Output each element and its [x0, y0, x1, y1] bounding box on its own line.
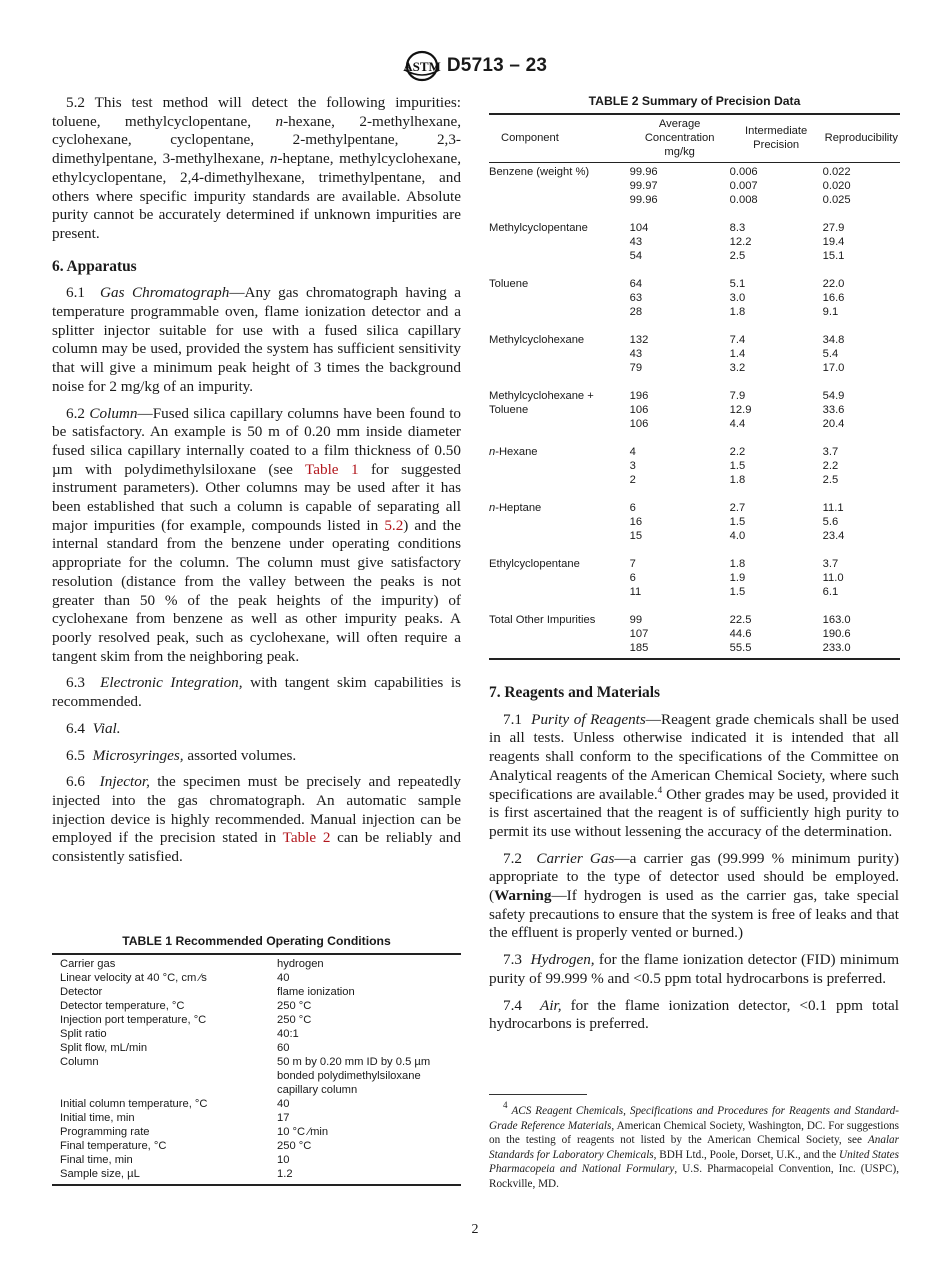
table-row: Final time, min 10	[60, 1154, 290, 1166]
reproducibility-cell: 5.4	[822, 348, 839, 360]
component-cell	[489, 417, 630, 431]
component-cell	[489, 305, 630, 319]
paragraph-7-1: 7.1 Purity of Reagents—Reagent grade chemicals shall be used in all tests. Unless otherwise indicated it is intended that all reagents shall conform to the specifications of the Committee on Analytical reagents of the American Chemical Society, where such specifications are available.$^4$ Other grades may be used, provided it is first ascertained that the reagent is of sufficiently high purity to permit its use without lessening the accuracy of the determination.	[489, 710, 899, 840]
component-cell	[489, 193, 630, 207]
reproducibility-cell: 17.0	[822, 362, 845, 374]
avg-concentration-cell: 99.96	[629, 194, 658, 206]
reproducibility-cell: 23.4	[822, 530, 845, 542]
intermediate-precision-cell: 1.5	[729, 586, 746, 598]
table-row: Final temperature, °C 250 °C	[60, 1140, 312, 1152]
intermediate-precision-cell: 4.0	[729, 530, 746, 542]
avg-concentration-cell: 99.96	[629, 166, 658, 178]
table-row: Detector flame ionization	[60, 986, 355, 998]
intermediate-precision-cell: 1.5	[729, 516, 746, 528]
table-row	[489, 529, 900, 543]
component-cell	[489, 361, 630, 375]
page-number: 2	[471, 1222, 479, 1237]
component-cell: Ethylcyclopentane	[489, 558, 580, 570]
table-row: Detector temperature, °C 250 °C	[60, 1000, 312, 1012]
intermediate-precision-cell: 1.8	[729, 474, 746, 486]
reproducibility-cell: 54.9	[822, 390, 845, 402]
left-column	[52, 94, 461, 875]
paragraph-6-6: 6.6 Injector, the specimen must be precisely and repeatedly injected into the gas chromatograph. An automatic sample injection device is highly recommended. Manual injection can be employed if the precision stated in Table 2 can be reliably and consistently satisfied.	[52, 773, 461, 866]
intermediate-precision-cell: 0.006	[729, 166, 758, 178]
table-row	[489, 501, 900, 515]
intermediate-precision-cell: 1.5	[729, 460, 746, 472]
component-cell: Benzene (weight %)	[489, 166, 590, 178]
intermediate-precision-cell: 2.7	[729, 502, 746, 514]
intermediate-precision-cell: 3.2	[729, 362, 746, 374]
intermediate-precision-cell: 1.8	[729, 558, 746, 570]
reproducibility-cell: 11.1	[822, 502, 844, 514]
page-header	[0, 50, 950, 82]
intermediate-precision-cell: 7.9	[729, 390, 746, 402]
footnote-divider	[489, 1094, 587, 1095]
component-cell	[489, 459, 630, 473]
intermediate-precision-cell: 1.8	[729, 306, 746, 318]
table-row	[489, 163, 900, 180]
table-row: Carrier gas hydrogen	[60, 958, 324, 970]
paragraph-6-4: 6.4 Vial.	[66, 719, 121, 737]
table-2-grid	[489, 113, 900, 660]
intermediate-precision-cell: 22.5	[729, 614, 752, 626]
paragraph-7-2: 7.2 Carrier Gas—a carrier gas (99.999 % minimum purity) appropriate to the type of detector used should be employed. (Warning—If hydrogen is used as the carrier gas, take special safety precautions to ensure that the system is free of leaks and that the effluent is properly vented or burned.)	[489, 849, 900, 942]
document-id: D5713 – 23	[446, 55, 548, 76]
table-row: Linear velocity at 40 °C, cm ⁄s 40	[60, 972, 290, 984]
component-cell	[489, 515, 630, 529]
intermediate-precision-cell: 12.2	[729, 236, 752, 248]
table-row	[489, 347, 900, 361]
reproducibility-cell: 6.1	[822, 586, 839, 598]
table-row	[489, 403, 900, 417]
component-cell	[489, 571, 630, 585]
reproducibility-cell: 27.9	[822, 222, 845, 234]
avg-concentration-cell: 196	[629, 390, 649, 402]
reproducibility-cell: 0.022	[822, 166, 851, 178]
table-2	[489, 94, 900, 660]
table-row: Injection port temperature, °C 250 °C	[60, 1014, 312, 1026]
avg-concentration-cell: 79	[629, 362, 643, 374]
table-row	[489, 277, 900, 291]
avg-concentration-cell: 63	[629, 292, 643, 304]
group-spacer	[489, 431, 900, 445]
reproducibility-cell: 2.5	[822, 474, 839, 486]
table-row	[489, 249, 900, 263]
component-cell	[489, 347, 630, 361]
table-row	[489, 459, 900, 473]
col-header-reproducibility: Reproducibility	[823, 114, 900, 163]
intermediate-precision-cell: 2.5	[729, 250, 746, 262]
footnote-4: $^4$ ACS Reagent Chemicals, Specifications and Procedures for Reagents and Standard-Grade Reference Materials, American Chemical Society, Washington, DC. For suggestions on the testing of reagents not listed by the American Chemical Society, see Analar Standards for Laboratory Chemicals, BDH Ltd., Poole, Dorset, U.K., and the United States Pharmacopeia and National Formulary, U.S. Pharmacopeial Convention, Inc. (USPC), Rockville, MD.	[489, 1100, 899, 1190]
table-row: Split ratio 40:1	[60, 1028, 299, 1040]
avg-concentration-cell: 64	[629, 278, 643, 290]
footnote-ref[interactable]: 4	[657, 784, 663, 795]
intermediate-precision-cell: 12.9	[729, 404, 752, 416]
table-row	[489, 179, 900, 193]
group-spacer	[489, 319, 900, 333]
section-6-heading: 6. Apparatus	[52, 257, 137, 275]
avg-concentration-cell: 54	[629, 250, 643, 262]
intermediate-precision-cell: 8.3	[729, 222, 746, 234]
paragraph-5-2: 5.2 This test method will detect the following impurities: toluene, methylcyclopentane, n-hexane, 2-methylhexane, cyclohexane, cyclopentane, 2-methylpentane, 2,3-dimethylpentane, 3-methylhexane, n-heptane, methylcyclohexane, ethylcyclopentane, 2,4-dimethylhexane, trimethylpentane, and others where specific impurity standards are available. Absolute purity cannot be accurately determined if unknown impurities are present.	[52, 94, 462, 242]
table-row: Initial time, min 17	[60, 1112, 290, 1124]
table-1-title: TABLE 1 Recommended Operating Conditions	[122, 934, 391, 948]
table-row	[489, 221, 900, 235]
component-cell	[489, 235, 630, 249]
table-row	[489, 571, 900, 585]
group-spacer	[489, 599, 900, 613]
component-cell: Toluene	[489, 278, 529, 290]
avg-concentration-cell: 132	[629, 334, 649, 346]
table-row	[489, 417, 900, 431]
reproducibility-cell: 20.4	[822, 418, 845, 430]
intermediate-precision-cell: 55.5	[730, 641, 823, 659]
avg-concentration-cell: 106	[629, 404, 649, 416]
table-row: Sample size, µL 1.2	[60, 1168, 293, 1180]
table-row	[489, 613, 900, 627]
avg-concentration-cell: 107	[629, 628, 649, 640]
avg-concentration-cell: 15	[629, 530, 643, 542]
intermediate-precision-cell: 4.4	[729, 418, 746, 430]
intermediate-precision-cell: 5.1	[729, 278, 746, 290]
paragraph-6-2: 6.2 Column—Fused silica capillary columns have been found to be satisfactory. An example is 50 m of 0.20 mm inside diameter fused silica capillary internally coated to a film thickness of 0.50 µm with polydimethylsiloxane (see Table 1 for suggested instrument parameters). Other columns may be used after it has been established that such a column is capable of separating all major impurities (for example, compounds listed in 5.2) and the internal standard from the benzene under operating conditions appropriate for the column. The column must give satisfactory resolution (distance from the valley between the peaks is not greater than 50 % of the peak heights of the impurity) of cyclohexane from benzene as well as other impurity peaks. A poorly resolved peak, such as cyclohexane, will often require a tangent skim from the neighboring peak.	[52, 404, 462, 665]
table-row: Programming rate 10 °C ⁄min	[60, 1126, 329, 1138]
reproducibility-cell: 163.0	[822, 614, 851, 626]
table-header-row	[489, 114, 900, 163]
avg-concentration-cell: 104	[629, 222, 649, 234]
group-spacer	[489, 543, 900, 557]
avg-concentration-cell: 28	[629, 306, 643, 318]
component-cell	[489, 585, 630, 599]
reproducibility-cell: 0.025	[822, 194, 851, 206]
table-row	[489, 445, 900, 459]
astm-logo-icon	[403, 50, 441, 82]
reproducibility-cell: 15.1	[822, 250, 845, 262]
table-row	[489, 473, 900, 487]
table-1-grid	[52, 953, 461, 1186]
paragraph-6-1: 6.1 Gas Chromatograph—Any gas chromatograph having a temperature programmable oven, flame ionization detector and a splitter injector suitable for use with a fused silica capillary column may be used, provided the system has sufficient sensitivity that will give a minimum peak height of 3 times the background noise for 2 mg/kg of an impurity.	[52, 284, 461, 395]
intermediate-precision-cell: 1.4	[729, 348, 746, 360]
intermediate-precision-cell: 1.9	[729, 572, 746, 584]
component-cell: Total Other Impurities	[489, 614, 596, 626]
reproducibility-cell: 34.8	[822, 334, 845, 346]
component-cell: Methylcyclohexane +	[489, 390, 594, 402]
reproducibility-cell: 233.0	[823, 641, 900, 659]
table-row: Column 50 m by 0.20 mm ID by 0.5 µm bonded polydimethylsiloxane capillary column	[60, 1056, 431, 1096]
component-cell	[489, 249, 630, 263]
reproducibility-cell: 0.020	[822, 180, 851, 192]
table-row	[489, 641, 900, 659]
reproducibility-cell: 19.4	[822, 236, 845, 248]
avg-concentration-cell: 99	[629, 614, 643, 626]
avg-concentration-cell: 6	[629, 502, 636, 514]
component-cell: Methylcyclohexane	[489, 334, 585, 346]
component-cell: n-Heptane	[489, 502, 542, 514]
reproducibility-cell: 9.1	[822, 306, 839, 318]
reproducibility-cell: 5.6	[822, 516, 839, 528]
avg-concentration-cell: 106	[629, 418, 649, 430]
avg-concentration-cell: 4	[629, 446, 636, 458]
reproducibility-cell: 33.6	[822, 404, 845, 416]
reproducibility-cell: 22.0	[822, 278, 845, 290]
right-column	[489, 684, 899, 1042]
group-spacer	[489, 263, 900, 277]
reproducibility-cell: 11.0	[822, 572, 844, 584]
component-cell	[489, 291, 630, 305]
intermediate-precision-cell: 3.0	[729, 292, 746, 304]
paragraph-7-4: 7.4 Air, for the flame ionization detector, <0.1 ppm total hydrocarbons is preferred.	[489, 996, 900, 1033]
col-header-intermediate-precision: Intermediate Precision	[730, 114, 823, 163]
reproducibility-cell: 3.7	[822, 558, 839, 570]
table-row	[489, 193, 900, 207]
table-2-title: TABLE 2 Summary of Precision Data	[588, 94, 801, 108]
table-2-link[interactable]: Table 2	[282, 829, 331, 847]
component-cell: Methylcyclopentane	[489, 222, 588, 234]
reproducibility-cell: 190.6	[822, 628, 851, 640]
table-1	[52, 934, 461, 1186]
intermediate-precision-cell: 0.008	[729, 194, 758, 206]
group-spacer	[489, 207, 900, 221]
avg-concentration-cell: 43	[629, 236, 643, 248]
table-row	[489, 333, 900, 347]
intermediate-precision-cell: 44.6	[729, 628, 752, 640]
table-row: Split flow, mL/min 60	[60, 1042, 290, 1054]
component-cell	[489, 641, 630, 659]
section-7-heading: 7. Reagents and Materials	[489, 684, 660, 701]
table-row	[489, 389, 900, 403]
avg-concentration-cell: 185	[630, 641, 730, 659]
avg-concentration-cell: 43	[629, 348, 643, 360]
reproducibility-cell: 2.2	[822, 460, 839, 472]
svg-text:ASTM: ASTM	[403, 59, 441, 74]
intermediate-precision-cell: 0.007	[729, 180, 758, 192]
component-cell	[489, 473, 630, 487]
avg-concentration-cell: 7	[629, 558, 636, 570]
group-spacer	[489, 375, 900, 389]
col-header-average-concentration: Average Concentration mg/kg	[630, 114, 730, 163]
avg-concentration-cell: 2	[629, 474, 636, 486]
table-row: Initial column temperature, °C 40	[60, 1098, 290, 1110]
table-row	[489, 361, 900, 375]
intermediate-precision-cell: 7.4	[729, 334, 746, 346]
table-1-link[interactable]: Table 1	[305, 460, 359, 478]
component-cell	[489, 529, 630, 543]
avg-concentration-cell: 16	[629, 516, 643, 528]
avg-concentration-cell: 3	[629, 460, 636, 472]
table-row	[489, 627, 900, 641]
component-cell	[489, 179, 630, 193]
paragraph-6-3: 6.3 Electronic Integration, with tangent skim capabilities is recommended.	[52, 674, 462, 711]
component-cell: n-Hexane	[489, 446, 538, 458]
avg-concentration-cell: 99.97	[629, 180, 658, 192]
reproducibility-cell: 3.7	[822, 446, 839, 458]
intermediate-precision-cell: 2.2	[729, 446, 746, 458]
table-row	[489, 585, 900, 599]
table-row	[489, 305, 900, 319]
col-header-component: Component	[489, 114, 630, 163]
avg-concentration-cell: 11	[629, 586, 642, 598]
paragraph-7-3: 7.3 Hydrogen, for the flame ionization detector (FID) minimum purity of 99.999 % and <0.5 ppm total hydrocarbons is preferred.	[489, 951, 900, 987]
section-5-2-link[interactable]: 5.2	[384, 516, 404, 534]
component-cell	[489, 627, 630, 641]
table-row	[489, 515, 900, 529]
table-row	[489, 291, 900, 305]
table-row	[489, 557, 900, 571]
paragraph-6-5: 6.5 Microsyringes, assorted volumes.	[66, 746, 297, 764]
group-spacer	[489, 487, 900, 501]
component-cell: Toluene	[489, 404, 529, 416]
reproducibility-cell: 16.6	[822, 292, 845, 304]
table-row	[489, 235, 900, 249]
avg-concentration-cell: 6	[629, 572, 636, 584]
